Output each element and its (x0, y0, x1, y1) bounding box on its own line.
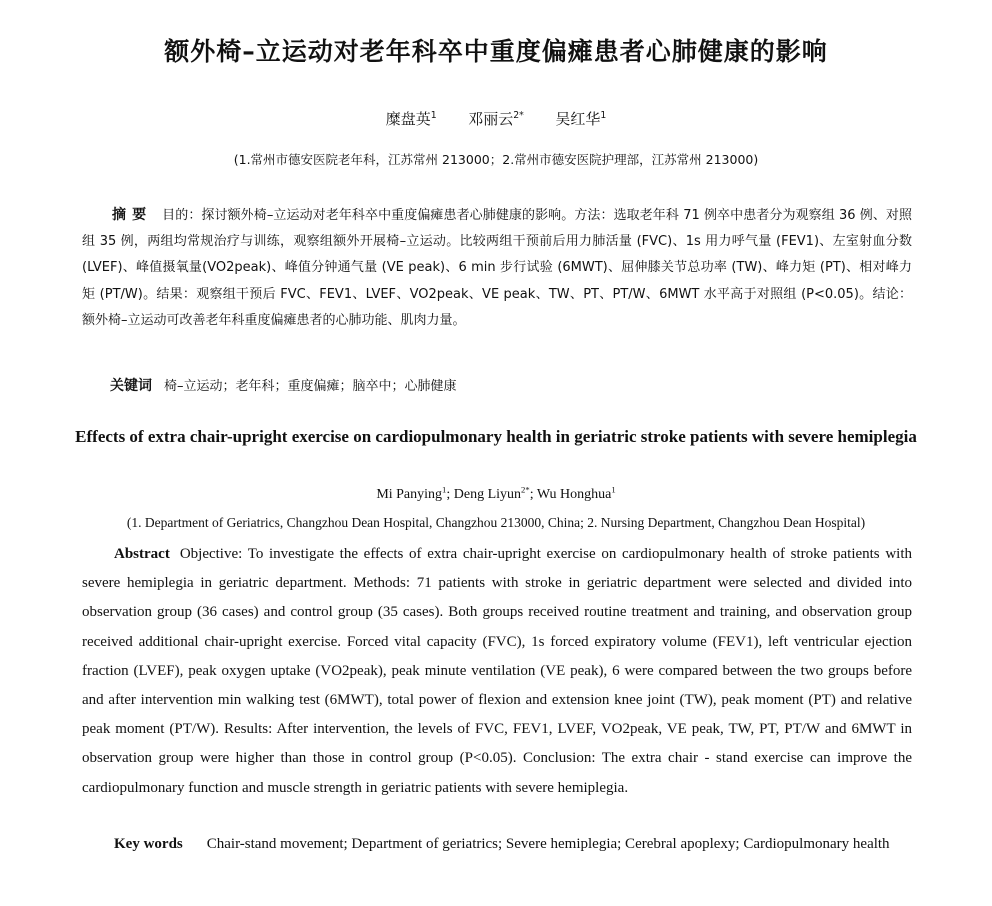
author-separator: ; (446, 487, 454, 502)
chinese-affiliation: (1.常州市德安医院老年科，江苏常州 213000；2.常州市德安医院护理部，江苏常州 213000) (233, 152, 759, 167)
keywords-label: Key words (114, 836, 183, 852)
abstract-text: Objective: To investigate the effects of extra chair-upright exercise on cardiopulmonary health of stroke patients with severe hemiplegia in geriatric department. Methods: 71 patients with stroke in geriatric department were selected and divided into observation group (36 cases) and control group (35 cases). Both groups received routine treatment and training, and observation group received additional chair-upright exercise. Forced vital capacity (FVC), 1s forced expiratory volume (FEV1), left ventricular ejection fraction (LVEF), peak oxygen uptake (VO2peak), peak minute ventilation (VE peak), 6 were compared between the two groups before and after intervention min walking test (6MWT), total power of flexion and extension knee joint (TW), peak moment (PT) and relative peak moment (PT/W). Results: After intervention, the levels of FVC, FEV1, LVEF, VO2peak, VE peak, TW, PT, PT/W and 6MWT in observation group were higher than those in control group (P<0.05). Conclusion: The extra chair - stand exercise can improve the cardiopulmonary function and muscle strength in geriatric patients with severe hemiplegia. (82, 546, 912, 796)
english-affiliation: (1. Department of Geriatrics, Changzhou Dean Hospital, Changzhou 213000, China; 2. Nursing Department, Changzhou Dean Hospital) (126, 515, 866, 530)
author-affiliation-marker: 1 (430, 110, 437, 121)
author-affiliation-marker: 1 (442, 484, 447, 495)
author-name: Deng Liyun (453, 487, 522, 502)
english-title: Effects of extra chair-upright exercise on cardiopulmonary health in geriatric stroke patients with severe hemiplegia (75, 427, 917, 446)
author-affiliation-marker: 2* (513, 110, 524, 121)
author-separator: ; (529, 487, 537, 502)
author-name: Wu Honghua (536, 487, 612, 502)
abstract-text: 目的：探讨额外椅–立运动对老年科卒中重度偏瘫患者心肺健康的影响。方法：选取老年科 71 例卒中患者分为观察组 36 例、对照组 35 例，两组均常规治疗与训练，观察组额外开展椅–立运动。比较两组干预前后用力肺活量 (FVC)、1s 用力呼气量 (FEV1)、左室射血分数 (LVEF)、峰值摄氧量(VO2peak)、峰值分钟通气量 (VE peak)、6 min 步行试验 (6MWT)、屈伸膝关节总功率 (TW)、峰力矩 (PT)、相对峰力矩 (PT/W)。结果：观察组干预后 FVC、FEV1、LVEF、VO2peak、VE peak、TW、PT、PT/W、6MWT 水平高于对照组 (P<0.05)。结论：额外椅–立运动可改善老年科重度偏瘫患者的心肺功能、肌肉力量。 (82, 208, 912, 328)
author-affiliation-marker: 2* (521, 484, 530, 495)
english-authors (0, 485, 992, 505)
abstract-label: 摘要 (112, 207, 153, 223)
english-keywords (82, 830, 912, 859)
author-name: 糜盘英 (385, 110, 431, 128)
chinese-authors (0, 109, 992, 129)
keywords-text: 椅–立运动；老年科；重度偏瘫；脑卒中；心肺健康 (164, 379, 457, 394)
keywords-label: 关键词 (110, 378, 152, 394)
chinese-abstract (82, 202, 912, 334)
keywords-text: Chair-stand movement; Department of geriatrics; Severe hemiplegia; Cerebral apoplexy; Cardiopulmonary health (206, 836, 890, 852)
abstract-label: Abstract (114, 546, 170, 562)
chinese-keywords (110, 374, 910, 399)
author-name: 邓丽云 (468, 110, 514, 128)
author-name: Mi Panying (376, 487, 443, 502)
author-affiliation-marker: 1 (600, 110, 607, 121)
author-name: 吴红华 (555, 110, 601, 128)
author-affiliation-marker: 1 (611, 484, 616, 495)
english-abstract (82, 540, 912, 803)
chinese-title: 额外椅–立运动对老年科卒中重度偏瘫患者心肺健康的影响 (164, 37, 828, 66)
